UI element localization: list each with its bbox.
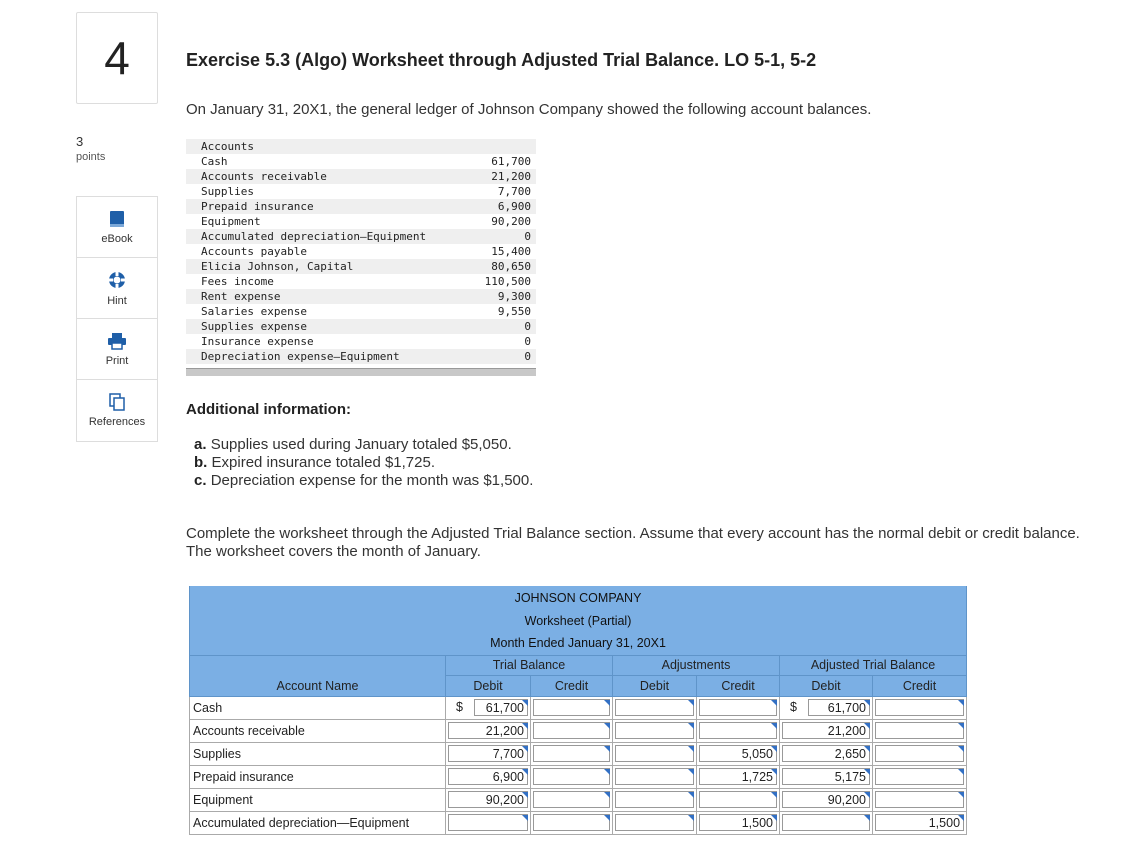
input-flag-icon	[522, 746, 528, 752]
worksheet-input-atb-debit[interactable]	[782, 722, 870, 739]
print-icon	[107, 332, 127, 350]
ledger-account-name: Rent expense	[201, 290, 281, 303]
worksheet-input-value: 6,900	[492, 770, 524, 784]
worksheet-input-value: 90,200	[827, 793, 866, 807]
worksheet-input-adj-credit[interactable]	[699, 814, 777, 831]
ledger-account-value: 90,200	[491, 215, 531, 228]
worksheet-account-name: Equipment	[190, 788, 446, 811]
input-flag-icon	[958, 746, 964, 752]
worksheet-input-tb-credit[interactable]	[533, 722, 610, 739]
worksheet-input-value: 1,500	[928, 816, 961, 830]
ledger-table	[186, 139, 536, 376]
ledger-row	[186, 184, 536, 199]
input-flag-icon	[958, 815, 964, 821]
adjustments-header: Adjustments	[613, 655, 780, 675]
input-flag-icon	[522, 769, 528, 775]
worksheet-period: Month Ended January 31, 20X1	[190, 632, 967, 655]
worksheet-input-value: 1,500	[741, 816, 773, 830]
input-flag-icon	[688, 700, 694, 706]
input-flag-icon	[688, 815, 694, 821]
exercise-title: Exercise 5.3 (Algo) Worksheet through Adjusted Trial Balance. LO 5-1, 5-2	[186, 50, 817, 70]
input-flag-icon	[771, 769, 777, 775]
worksheet-input-adj-debit[interactable]	[615, 814, 694, 831]
ledger-row	[186, 274, 536, 289]
ledger-account-name: Supplies expense	[201, 320, 307, 333]
input-flag-icon	[604, 792, 610, 798]
ledger-header: Accounts	[201, 140, 254, 153]
ledger-account-value: 0	[524, 350, 531, 363]
ledger-account-value: 6,900	[497, 200, 531, 213]
ledger-account-name: Prepaid insurance	[201, 200, 314, 213]
input-flag-icon	[522, 723, 528, 729]
worksheet-input-value: 21,200	[827, 724, 866, 738]
atb-debit-header: Debit	[780, 675, 873, 696]
ledger-row	[186, 319, 536, 334]
input-flag-icon	[522, 700, 528, 706]
hint-button[interactable]	[77, 258, 157, 319]
ledger-account-name: Insurance expense	[201, 335, 314, 348]
atb-credit-header: Credit	[873, 675, 967, 696]
input-flag-icon	[864, 746, 870, 752]
worksheet-input-adj-debit[interactable]	[615, 722, 694, 739]
hint-label: Hint	[107, 294, 127, 307]
ledger-account-value: 9,300	[497, 290, 531, 303]
worksheet-subtitle: Worksheet (Partial)	[190, 609, 967, 632]
ledger-row	[186, 214, 536, 229]
worksheet-input-adj-debit[interactable]	[615, 768, 694, 785]
input-flag-icon	[604, 769, 610, 775]
additional-item: a. Supplies used during January totaled $5,050.	[194, 436, 512, 453]
worksheet-input-value: 61,700	[485, 701, 524, 715]
trial-balance-header: Trial Balance	[446, 655, 613, 675]
ledger-account-name: Depreciation expense—Equipment	[201, 350, 400, 363]
ledger-account-name: Accounts payable	[201, 245, 307, 258]
worksheet-input-atb-credit[interactable]	[875, 745, 964, 762]
ledger-account-name: Supplies	[201, 185, 254, 198]
worksheet-input-value: 5,050	[741, 747, 773, 761]
ledger-row	[186, 244, 536, 259]
references-button[interactable]	[77, 380, 157, 441]
input-flag-icon	[958, 700, 964, 706]
worksheet-input-tb-credit[interactable]	[533, 814, 610, 831]
input-flag-icon	[771, 700, 777, 706]
worksheet-account-name: Cash	[190, 696, 446, 719]
worksheet-account-name: Supplies	[190, 742, 446, 765]
tb-debit-header: Debit	[446, 675, 531, 696]
references-icon	[108, 393, 126, 411]
worksheet-input-atb-debit[interactable]	[782, 745, 870, 762]
worksheet-input-atb-credit[interactable]	[875, 814, 964, 831]
worksheet-input-tb-debit[interactable]	[448, 722, 528, 739]
input-flag-icon	[771, 723, 777, 729]
worksheet-input-tb-debit[interactable]	[448, 791, 528, 808]
input-flag-icon	[958, 723, 964, 729]
account-name-header: Account Name	[190, 655, 446, 696]
ledger-account-name: Accounts receivable	[201, 170, 327, 183]
worksheet-input-adj-credit[interactable]	[699, 722, 777, 739]
worksheet-input-atb-debit[interactable]	[782, 814, 870, 831]
currency-symbol: $	[456, 700, 463, 714]
ledger-row	[186, 154, 536, 169]
worksheet-input-adj-credit[interactable]	[699, 768, 777, 785]
ledger-account-name: Equipment	[201, 215, 261, 228]
ledger-header-row	[186, 139, 536, 154]
additional-item: b. Expired insurance totaled $1,725.	[194, 454, 435, 471]
worksheet-input-tb-credit[interactable]	[533, 745, 610, 762]
input-flag-icon	[864, 815, 870, 821]
worksheet-input-adj-credit[interactable]	[699, 745, 777, 762]
worksheet-input-atb-credit[interactable]	[875, 768, 964, 785]
ledger-account-value: 21,200	[491, 170, 531, 183]
input-flag-icon	[522, 815, 528, 821]
ledger-row	[186, 304, 536, 319]
worksheet-company: JOHNSON COMPANY	[190, 586, 967, 609]
print-label: Print	[105, 354, 129, 367]
worksheet-input-atb-credit[interactable]	[875, 791, 964, 808]
references-label: References	[88, 416, 146, 428]
ledger-scrollbar[interactable]	[186, 368, 536, 376]
worksheet-row	[190, 742, 967, 765]
ledger-account-name: Cash	[201, 155, 228, 168]
worksheet-row	[190, 765, 967, 788]
worksheet-input-tb-debit[interactable]	[448, 745, 528, 762]
hint-icon	[107, 270, 127, 290]
input-flag-icon	[958, 769, 964, 775]
worksheet-input-value: 90,200	[485, 793, 524, 807]
book-icon	[108, 210, 126, 228]
ledger-account-value: 61,700	[491, 155, 531, 168]
ledger-row	[186, 199, 536, 214]
ledger-account-name: Accumulated depreciation—Equipment	[201, 230, 427, 243]
tool-panel	[76, 196, 158, 442]
input-flag-icon	[522, 792, 528, 798]
additional-heading: Additional information:	[186, 401, 351, 418]
input-flag-icon	[771, 746, 777, 752]
input-flag-icon	[771, 792, 777, 798]
worksheet-input-value: 2,650	[834, 747, 866, 761]
ledger-account-value: 80,650	[491, 260, 531, 273]
worksheet-input-value: 61,700	[827, 701, 866, 715]
worksheet-row	[190, 696, 967, 719]
worksheet-account-name: Prepaid insurance	[190, 765, 446, 788]
additional-items	[194, 436, 533, 490]
worksheet-account-name: Accumulated depreciation—Equipment	[190, 811, 446, 834]
points-label: points	[76, 151, 106, 163]
worksheet-input-adj-debit[interactable]	[615, 745, 694, 762]
ledger-row	[186, 334, 536, 349]
worksheet-input-tb-debit[interactable]	[474, 699, 528, 716]
worksheet-input-adj-debit[interactable]	[615, 699, 694, 716]
worksheet-input-value: 1,725	[741, 770, 773, 784]
input-flag-icon	[604, 723, 610, 729]
worksheet-input-tb-credit[interactable]	[533, 791, 610, 808]
ledger-account-value: 0	[524, 230, 531, 243]
ledger-account-value: 15,400	[491, 245, 531, 258]
worksheet-input-tb-credit[interactable]	[533, 768, 610, 785]
worksheet-account-name: Accounts receivable	[190, 719, 446, 742]
ledger-row	[186, 259, 536, 274]
worksheet-row	[190, 719, 967, 742]
worksheet-input-atb-debit[interactable]	[808, 699, 870, 716]
worksheet-input-atb-debit[interactable]	[782, 791, 870, 808]
print-button[interactable]	[77, 319, 157, 380]
additional-item: c. Depreciation expense for the month was $1,500.	[194, 472, 534, 489]
worksheet-row	[190, 788, 967, 811]
worksheet-input-tb-credit[interactable]	[533, 699, 610, 716]
worksheet-input-adj-credit[interactable]	[699, 699, 777, 716]
worksheet-row	[190, 811, 967, 834]
ledger-account-value: 7,700	[497, 185, 531, 198]
input-flag-icon	[864, 723, 870, 729]
ledger-account-name: Fees income	[201, 275, 274, 288]
input-flag-icon	[771, 815, 777, 821]
ledger-account-value: 0	[524, 335, 531, 348]
ledger-account-name: Elicia Johnson, Capital	[201, 260, 354, 273]
input-flag-icon	[864, 769, 870, 775]
ebook-label: eBook	[101, 232, 133, 245]
intro-text: On January 31, 20X1, the general ledger of Johnson Company showed the following account balances.	[186, 101, 872, 118]
input-flag-icon	[688, 746, 694, 752]
tb-credit-header: Credit	[531, 675, 613, 696]
worksheet-input-tb-debit[interactable]	[448, 768, 528, 785]
worksheet-input-atb-debit[interactable]	[782, 768, 870, 785]
instructions-text: Complete the worksheet through the Adjusted Trial Balance section. Assume that every account has the normal debit or credit balance. The worksheet covers the month of January.	[186, 525, 1080, 560]
worksheet-input-atb-credit[interactable]	[875, 722, 964, 739]
adj-credit-header: Credit	[697, 675, 780, 696]
input-flag-icon	[604, 746, 610, 752]
input-flag-icon	[604, 700, 610, 706]
worksheet-input-value: 7,700	[492, 747, 524, 761]
worksheet-input-adj-credit[interactable]	[699, 791, 777, 808]
input-flag-icon	[604, 815, 610, 821]
worksheet-input-tb-debit[interactable]	[448, 814, 528, 831]
ledger-row	[186, 349, 536, 364]
input-flag-icon	[864, 700, 870, 706]
currency-symbol: $	[790, 700, 797, 714]
adj-debit-header: Debit	[613, 675, 697, 696]
input-flag-icon	[688, 792, 694, 798]
ledger-row	[186, 229, 536, 244]
ledger-account-value: 0	[524, 320, 531, 333]
ebook-button[interactable]	[77, 197, 157, 258]
worksheet-input-value: 5,175	[834, 770, 866, 784]
worksheet-input-value: 21,200	[485, 724, 524, 738]
input-flag-icon	[864, 792, 870, 798]
ledger-account-value: 9,550	[497, 305, 531, 318]
input-flag-icon	[688, 769, 694, 775]
worksheet-input-atb-credit[interactable]	[875, 699, 964, 716]
worksheet-input-adj-debit[interactable]	[615, 791, 694, 808]
ledger-row	[186, 169, 536, 184]
input-flag-icon	[688, 723, 694, 729]
ledger-account-value: 110,500	[484, 275, 531, 288]
points-value: 3	[76, 134, 84, 149]
input-flag-icon	[958, 792, 964, 798]
adjusted-trial-balance-header: Adjusted Trial Balance	[780, 655, 967, 675]
worksheet-table	[189, 586, 967, 835]
question-number: 4	[76, 12, 158, 104]
ledger-account-name: Salaries expense	[201, 305, 307, 318]
ledger-row	[186, 289, 536, 304]
